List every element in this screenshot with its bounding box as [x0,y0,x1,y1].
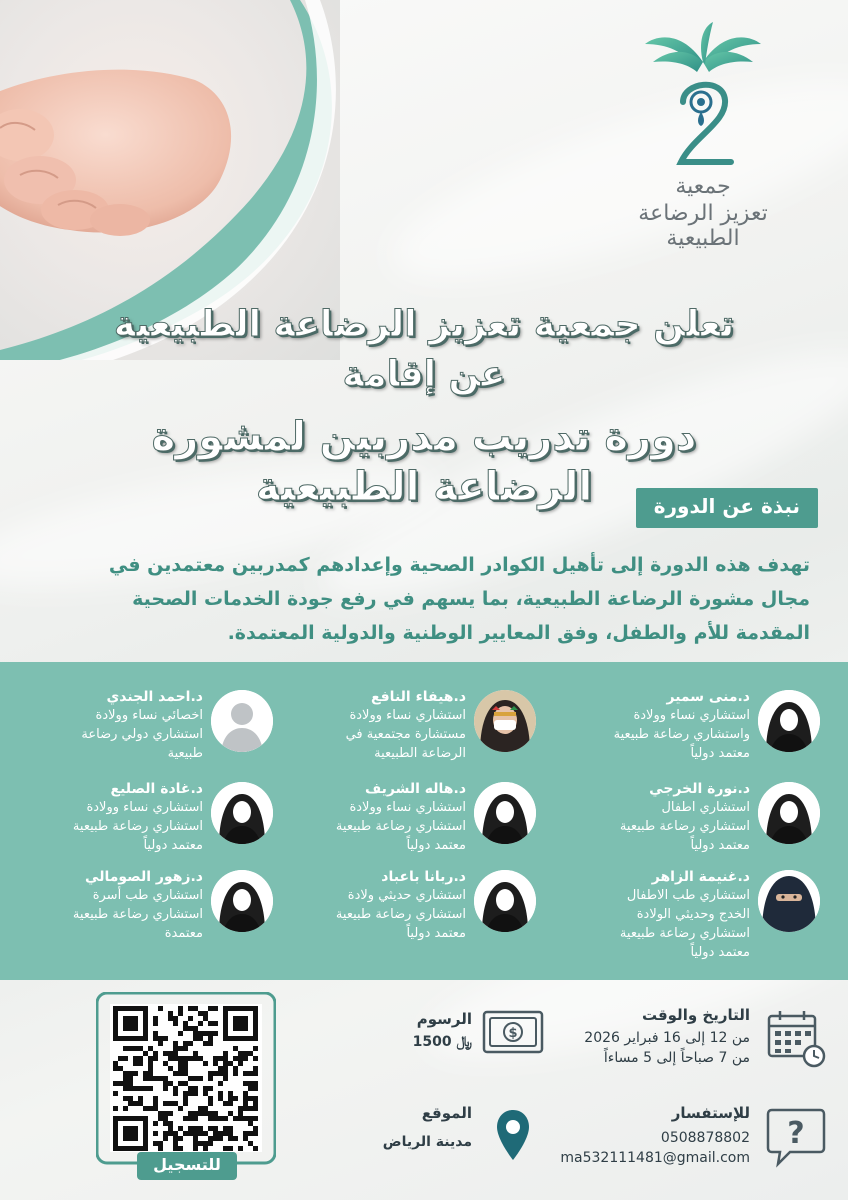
trainer-title: استشاري رضاعة طبيعية [335,907,466,922]
trainer-name: د.غنيمة الزاهر [651,869,750,885]
trainer-avatar [758,782,820,844]
trainer-info [13,868,203,943]
trainer-title: استشاري طب أسرة [92,888,203,903]
trainer-title: استشاري نساء وولادة [86,800,203,815]
org-name-line1: جمعية [675,174,731,199]
trainer-title: معتمدة [164,926,203,941]
trainer-title: واستشاري رضاعة طبيعية [613,727,750,742]
fees-info [362,1010,472,1052]
trainer-title: استشاري حديثي ولادة [347,888,466,903]
register-label[interactable]: للتسجيل [137,1152,237,1180]
location-pin-icon [495,1108,531,1164]
trainer-avatar [211,870,273,932]
trainer-title: مستشارة مجتمعية في [345,727,466,742]
trainer-title: طبيعية [167,746,203,761]
trainer-title: استشاري طب الاطفال [626,888,750,903]
trainer-avatar [211,782,273,844]
trainer-title: استشاري رضاعة طبيعية [72,819,203,834]
trainer-avatar [474,782,536,844]
schedule-dates: من 12 إلى 16 فبراير 2026 [584,1030,750,1046]
trainer-title: معتمد دولياً [690,838,750,853]
trainer-title: معتمد دولياً [406,838,466,853]
trainer-avatar [758,870,820,932]
fees-currency: ﷼ [456,1034,472,1050]
fees-amount-row [362,1032,472,1052]
trainers-section [0,662,848,980]
trainer-card [286,862,536,952]
trainer-name: د.غادة الصليع [110,781,203,797]
trainer-title: استشاري نساء وولادة [349,800,466,815]
palm-tree-logo-icon [643,22,763,172]
trainer-title: اخصائي نساء وولادة [95,708,203,723]
trainer-title: استشاري رضاعة طبيعية [619,819,750,834]
schedule-info [530,1006,750,1068]
trainer-info [560,780,750,855]
money-bill-icon [482,1010,544,1054]
trainer-name: د.ربانا باعباد [381,869,466,885]
trainer-card [23,774,273,864]
trainer-title: الرضاعة الطبيعية [374,746,466,761]
contact-title: للإستفسار [671,1104,750,1122]
about-text: تهدف هذه الدورة إلى تأهيل الكوادر الصحية وإعدادهم كمدربين معتمدين في مجال مشورة الرضاعة الطبيعية، بما يسهم في رفع جودة الخدمات الصحية المقدمة للأم والطفل، وفق المعايير الوطنية والدولية المعتمدة. [108,554,810,644]
fees-amount: 1500 [412,1034,452,1050]
announcement-title [100,300,748,512]
question-chat-icon [766,1106,826,1170]
trainer-title: معتمد دولياً [690,945,750,960]
org-name-line2: تعزيز الرضاعة الطبيعية [638,201,768,251]
contact-email[interactable]: ma532111481@gmail.com [560,1150,750,1166]
trainer-name: د.منى سمير [666,689,750,705]
trainer-avatar [211,690,273,752]
trainer-title: معتمد دولياً [690,746,750,761]
trainer-title: استشاري رضاعة طبيعية [619,926,750,941]
fees-title: الرسوم [416,1010,472,1028]
trainer-info [13,780,203,855]
location-city: مدينة الرياض [382,1134,472,1150]
trainer-card [286,682,536,772]
trainer-card [570,774,820,864]
trainer-card [570,862,820,960]
trainer-info [276,688,466,763]
contact-info [510,1104,750,1168]
trainer-title: الخدج وحديثي الولادة [636,907,750,922]
title-line-3: دورة تدريب مدربين لمشورة الرضاعة الطبيعية [151,414,697,510]
trainer-name: د.احمد الجندي [106,689,203,705]
trainer-title: استشاري اطفال [661,800,750,815]
trainer-info [13,688,203,763]
trainer-card [23,862,273,952]
title-line-1: تعلن جمعية تعزيز الرضاعة الطبيعية [113,304,735,345]
trainer-title: استشاري رضاعة طبيعية [72,907,203,922]
org-logo [618,22,788,251]
schedule-time: من 7 صباحاً إلى 5 مساءاً [603,1050,750,1066]
trainer-avatar [758,690,820,752]
trainer-avatar [474,870,536,932]
trainer-info [560,868,750,962]
svg-text:?: ? [787,1116,805,1151]
title-line-2: عن إقامة [342,354,506,395]
location-info [362,1104,472,1152]
trainer-name: د.نورة الخرجي [649,781,750,797]
trainer-title: معتمد دولياً [143,838,203,853]
trainer-name: د.هاله الشريف [364,781,466,797]
schedule-title: التاريخ والوقت [641,1006,750,1024]
trainer-info [560,688,750,763]
trainer-title: استشاري دولي رضاعة [81,727,203,742]
contact-phone[interactable]: 0508878802 [660,1130,750,1146]
trainer-name: د.هيفاء النافع [370,689,466,705]
about-badge: نبذة عن الدورة [636,488,818,528]
trainer-title: استشاري نساء وولادة [349,708,466,723]
svg-text:$: $ [508,1026,518,1041]
trainer-info [276,780,466,855]
trainer-title: استشاري نساء وولادة [633,708,750,723]
trainer-avatar [474,690,536,752]
trainer-name: د.زهور الصومالي [85,869,203,885]
calendar-icon [766,1008,826,1068]
trainer-card [570,682,820,772]
trainer-card [23,682,273,772]
location-title: الموقع [421,1104,472,1122]
trainer-info [276,868,466,943]
trainer-card [286,774,536,864]
trainer-title: استشاري رضاعة طبيعية [335,819,466,834]
trainer-title: معتمد دولياً [406,926,466,941]
